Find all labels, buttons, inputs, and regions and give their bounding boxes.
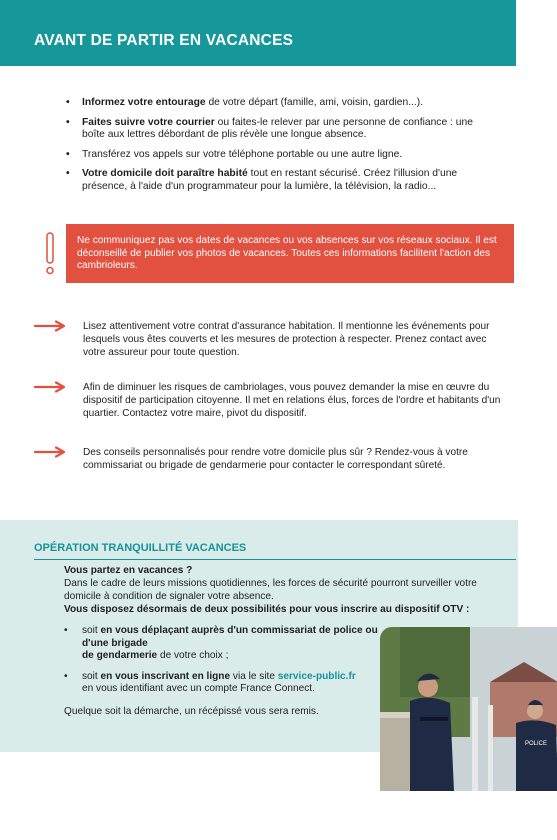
gendarmes-photo bbox=[380, 627, 557, 791]
svg-text:POLICE: POLICE bbox=[525, 741, 548, 747]
service-public-link[interactable]: service-public.fr bbox=[277, 670, 356, 682]
otv-intro: Dans le cadre de leurs missions quotidiennes, les forces de sécurité pourront surveiller votre domicile à condition de signaler votre absence. bbox=[64, 578, 477, 602]
otv-title: OPÉRATION TRANQUILLITÉ VACANCES bbox=[34, 542, 247, 554]
arrow-right-icon bbox=[34, 320, 68, 332]
otv-options bbox=[64, 625, 394, 696]
arrow-right-icon bbox=[34, 381, 68, 393]
advice-list bbox=[66, 97, 496, 201]
otv-question: Vous partez en vacances ? bbox=[64, 565, 193, 576]
tip-insurance: Lisez attentivement votre contrat d'assurance habitation. Il mentionne les événements pour lesquels vous êtes couverts et les mesures de protection à respecter. Prenez contact avec votre assureur pour toute question. bbox=[83, 321, 490, 358]
list-item: • soit en vous déplaçant auprès d'un commissariat de police ou d'une brigade de gendarmerie de votre choix ; bbox=[64, 625, 394, 663]
page-header bbox=[0, 0, 516, 66]
tip-security-advice: Des conseils personnalisés pour rendre votre domicile plus sûr ? Rendez-vous à votre commissariat ou brigade de gendarmerie pour contacter le correspondant sûreté. bbox=[83, 447, 468, 471]
warning-box bbox=[66, 224, 514, 283]
exclamation-icon bbox=[44, 232, 56, 276]
otv-possibilities: Vous disposez désormais de deux possibilités pour vous inscrire au dispositif OTV : bbox=[64, 604, 470, 615]
arrow-right-icon bbox=[34, 446, 68, 458]
warning-text: Ne communiquez pas vos dates de vacances ou vos absences sur vos réseaux sociaux. Il est déconseillé de publier vos photos de vacances. Toutes ces informations facilitent l'action des cambrioleurs. bbox=[77, 235, 497, 272]
list-item: • Votre domicile doit paraître habité tout en restant sécurisé. Créez l'illusion d'une présence, à l'aide d'un programmateur pour la lumière, la télévision, la radio... bbox=[66, 168, 496, 193]
list-item: • soit en vous inscrivant en ligne via le site service-public.fr en vous identifiant avec un compte France Connect. bbox=[64, 671, 394, 696]
list-item: • Transférez vos appels sur votre téléphone portable ou une autre ligne. bbox=[66, 149, 496, 162]
list-item: • Faites suivre votre courrier ou faites-le relever par une personne de confiance : une boîte aux lettres débordant de plis révèle une longue absence. bbox=[66, 117, 496, 142]
otv-closing: Quelque soit la démarche, un récépissé vous sera remis. bbox=[64, 706, 319, 717]
page-title: AVANT DE PARTIR EN VACANCES bbox=[34, 32, 294, 49]
divider bbox=[34, 559, 516, 560]
list-item: • Informez votre entourage de votre départ (famille, ami, voisin, gardien...). bbox=[66, 97, 496, 110]
tip-citizen-participation: Afin de diminuer les risques de cambriolages, vous pouvez demander la mise en œuvre du dispositif de participation citoyenne. Il met en relations élus, forces de l'ordre et habitants d'un quartier. Contactez votre maire, pivot du dispositif. bbox=[83, 382, 501, 419]
